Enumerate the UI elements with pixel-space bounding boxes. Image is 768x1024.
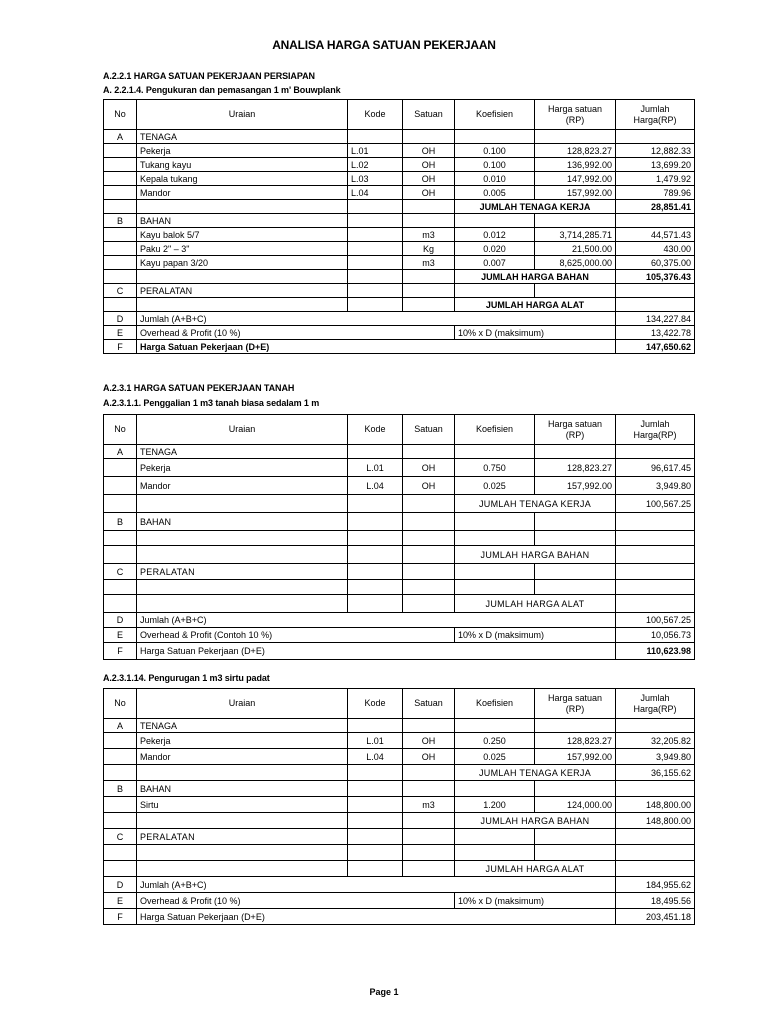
cell-uraian: Tukang kayu (137, 158, 348, 172)
cell-uraian: Mandor (137, 477, 348, 495)
cell-satuan: m3 (403, 256, 455, 270)
row-letter: F (104, 909, 137, 925)
analysis-table-penggalian (103, 414, 695, 660)
subtotal-label: JUMLAH TENAGA KERJA (455, 200, 616, 214)
subtotal-value: 105,376.43 (616, 270, 695, 284)
group-label: TENAGA (137, 130, 348, 144)
analysis-table-pengurugan (103, 688, 695, 925)
subtotal-value (616, 546, 695, 564)
group-label: PERALATAN (137, 564, 348, 580)
subtotal-row-alat (104, 298, 695, 312)
cell-koef: 0.012 (455, 228, 535, 242)
subtotal-value (616, 595, 695, 613)
total-row-f (104, 643, 695, 660)
cell-satuan: OH (403, 158, 455, 172)
total-value: 134,227.84 (616, 312, 695, 326)
cell-harga: 8,625,000.00 (535, 256, 616, 270)
cell-kode: L.01 (348, 733, 403, 749)
total-row-d (104, 312, 695, 326)
row-letter: B (104, 781, 137, 797)
row-letter: D (104, 312, 137, 326)
col-header-satuan: Satuan (403, 100, 455, 130)
cell-uraian: Kepala tukang (137, 172, 348, 186)
col-header-harga: Harga satuan (RP) (535, 415, 616, 445)
cell-kode: L.01 (348, 144, 403, 158)
row-letter: C (104, 564, 137, 580)
cell-jumlah: 1,479.92 (616, 172, 695, 186)
cell-kode: L.04 (348, 186, 403, 200)
overhead-note: 10% x D (maksimum) (455, 628, 616, 643)
row-letter: D (104, 613, 137, 628)
col-header-kode: Kode (348, 689, 403, 719)
cell-koef: 0.750 (455, 459, 535, 477)
subtotal-row-alat (104, 595, 695, 613)
cell-koef: 0.025 (455, 477, 535, 495)
row-letter: C (104, 284, 137, 298)
cell-koef: 0.005 (455, 186, 535, 200)
page-title: ANALISA HARGA SATUAN PEKERJAAN (272, 38, 496, 52)
cell-uraian: Mandor (137, 749, 348, 765)
table-row (104, 242, 695, 256)
row-letter: F (104, 643, 137, 660)
total-row-d (104, 877, 695, 893)
cell-harga: 136,992.00 (535, 158, 616, 172)
row-letter: B (104, 214, 137, 228)
table-row (104, 797, 695, 813)
cell-uraian: Pekerja (137, 144, 348, 158)
col-header-satuan: Satuan (403, 415, 455, 445)
cell-harga: 3,714,285.71 (535, 228, 616, 242)
col-header-jumlah: Jumlah Harga(RP) (616, 689, 695, 719)
total-label: Jumlah (A+B+C) (137, 312, 616, 326)
overhead-note: 10% x D (maksimum) (455, 326, 616, 340)
item-heading: A.2.3.1.1. Penggalian 1 m3 tanah biasa sedalam 1 m (103, 398, 320, 408)
cell-satuan: m3 (403, 228, 455, 242)
total-row-e (104, 326, 695, 340)
subtotal-value: 28,851.41 (616, 200, 695, 214)
group-label: PERALATAN (137, 829, 348, 845)
overhead-value: 10,056.73 (616, 628, 695, 643)
cell-satuan: OH (403, 459, 455, 477)
table-header-row (104, 415, 695, 445)
cell-satuan: OH (403, 186, 455, 200)
row-letter: B (104, 513, 137, 531)
col-header-koefisien: Koefisien (455, 689, 535, 719)
item-heading: A.2.3.1.14. Pengurugan 1 m3 sirtu padat (103, 673, 270, 683)
cell-kode: L.04 (348, 749, 403, 765)
group-label: BAHAN (137, 513, 348, 531)
subtotal-label: JUMLAH TENAGA KERJA (455, 495, 616, 513)
total-row-f (104, 340, 695, 354)
cell-jumlah: 32,205.82 (616, 733, 695, 749)
grand-total-value: 110,623.98 (616, 643, 695, 660)
cell-harga: 128,823.27 (535, 144, 616, 158)
total-row-e (104, 893, 695, 909)
cell-koef: 0.100 (455, 158, 535, 172)
cell-kode: L.01 (348, 459, 403, 477)
analysis-table-bouwplank (103, 99, 695, 354)
group-row-peralatan (104, 829, 695, 845)
cell-koef: 1.200 (455, 797, 535, 813)
cell-harga: 128,823.27 (535, 733, 616, 749)
cell-jumlah: 60,375.00 (616, 256, 695, 270)
overhead-value: 13,422.78 (616, 326, 695, 340)
overhead-value: 18,495.56 (616, 893, 695, 909)
table-row (104, 459, 695, 477)
col-header-jumlah: Jumlah Harga(RP) (616, 100, 695, 130)
table-row (104, 580, 695, 595)
col-header-uraian: Uraian (137, 689, 348, 719)
group-row-tenaga (104, 130, 695, 144)
col-header-no: No (104, 100, 137, 130)
group-label: BAHAN (137, 214, 348, 228)
row-letter: D (104, 877, 137, 893)
col-header-koefisien: Koefisien (455, 100, 535, 130)
col-header-harga: Harga satuan (RP) (535, 689, 616, 719)
table-row (104, 733, 695, 749)
total-value: 100,567.25 (616, 613, 695, 628)
group-label: TENAGA (137, 719, 348, 733)
table-row (104, 228, 695, 242)
group-label: PERALATAN (137, 284, 348, 298)
cell-satuan: OH (403, 749, 455, 765)
total-value: 184,955.62 (616, 877, 695, 893)
cell-kode: L.03 (348, 172, 403, 186)
cell-satuan: m3 (403, 797, 455, 813)
row-letter: F (104, 340, 137, 354)
subtotal-label: JUMLAH TENAGA KERJA (455, 765, 616, 781)
overhead-label: Overhead & Profit (Contoh 10 %) (137, 628, 455, 643)
table-row (104, 144, 695, 158)
subtotal-value: 100,567.25 (616, 495, 695, 513)
cell-satuan: OH (403, 477, 455, 495)
cell-harga: 157,992.00 (535, 186, 616, 200)
subtotal-row-tenaga (104, 765, 695, 781)
col-header-uraian: Uraian (137, 415, 348, 445)
group-row-tenaga (104, 445, 695, 459)
col-header-kode: Kode (348, 415, 403, 445)
cell-uraian: Pekerja (137, 459, 348, 477)
table-row (104, 749, 695, 765)
cell-jumlah: 96,617.45 (616, 459, 695, 477)
col-header-uraian: Uraian (137, 100, 348, 130)
subtotal-label: JUMLAH HARGA ALAT (455, 595, 616, 613)
section-heading: A.2.3.1 HARGA SATUAN PEKERJAAN TANAH (103, 383, 295, 393)
row-letter: E (104, 326, 137, 340)
cell-kode: L.02 (348, 158, 403, 172)
cell-satuan: OH (403, 144, 455, 158)
col-header-no: No (104, 689, 137, 719)
cell-jumlah: 148,800.00 (616, 797, 695, 813)
group-row-peralatan (104, 564, 695, 580)
grand-total-label: Harga Satuan Pekerjaan (D+E) (137, 909, 616, 925)
grand-total-value: 203,451.18 (616, 909, 695, 925)
grand-total-label: Harga Satuan Pekerjaan (D+E) (137, 340, 616, 354)
subtotal-value (616, 861, 695, 877)
cell-koef: 0.020 (455, 242, 535, 256)
subtotal-label: JUMLAH HARGA ALAT (455, 861, 616, 877)
group-label: BAHAN (137, 781, 348, 797)
cell-jumlah: 12,882.33 (616, 144, 695, 158)
subtotal-label: JUMLAH HARGA BAHAN (455, 546, 616, 564)
cell-harga: 21,500.00 (535, 242, 616, 256)
cell-jumlah: 430.00 (616, 242, 695, 256)
col-header-kode: Kode (348, 100, 403, 130)
row-letter: C (104, 829, 137, 845)
cell-jumlah: 3,949.80 (616, 749, 695, 765)
overhead-label: Overhead & Profit (10 %) (137, 893, 455, 909)
col-header-harga: Harga satuan (RP) (535, 100, 616, 130)
table-row (104, 172, 695, 186)
overhead-label: Overhead & Profit (10 %) (137, 326, 455, 340)
cell-harga: 157,992.00 (535, 477, 616, 495)
cell-koef: 0.007 (455, 256, 535, 270)
group-row-bahan (104, 214, 695, 228)
cell-jumlah: 789.96 (616, 186, 695, 200)
section-heading: A.2.2.1 HARGA SATUAN PEKERJAAN PERSIAPAN (103, 71, 315, 81)
item-heading: A. 2.2.1.4. Pengukuran dan pemasangan 1 m' Bouwplank (103, 85, 341, 95)
col-header-koefisien: Koefisien (455, 415, 535, 445)
table-row (104, 256, 695, 270)
cell-jumlah: 44,571.43 (616, 228, 695, 242)
overhead-note: 10% x D (maksimum) (455, 893, 616, 909)
subtotal-row-bahan (104, 813, 695, 829)
table-row (104, 477, 695, 495)
subtotal-row-tenaga (104, 200, 695, 214)
row-letter: A (104, 719, 137, 733)
cell-koef: 0.100 (455, 144, 535, 158)
cell-satuan: OH (403, 733, 455, 749)
table-row (104, 845, 695, 861)
total-label: Jumlah (A+B+C) (137, 613, 616, 628)
grand-total-value: 147,650.62 (616, 340, 695, 354)
cell-harga: 128,823.27 (535, 459, 616, 477)
subtotal-label: JUMLAH HARGA BAHAN (455, 270, 616, 284)
cell-satuan: Kg (403, 242, 455, 256)
subtotal-row-bahan (104, 546, 695, 564)
group-row-tenaga (104, 719, 695, 733)
total-row-f (104, 909, 695, 925)
table-row (104, 186, 695, 200)
col-header-no: No (104, 415, 137, 445)
cell-uraian: Kayu balok 5/7 (137, 228, 348, 242)
total-row-e (104, 628, 695, 643)
group-label: TENAGA (137, 445, 348, 459)
cell-uraian: Mandor (137, 186, 348, 200)
cell-uraian: Paku 2" – 3" (137, 242, 348, 256)
cell-uraian: Kayu papan 3/20 (137, 256, 348, 270)
total-row-d (104, 613, 695, 628)
cell-koef: 0.010 (455, 172, 535, 186)
grand-total-label: Harga Satuan Pekerjaan (D+E) (137, 643, 616, 660)
subtotal-row-bahan (104, 270, 695, 284)
cell-harga: 147,992.00 (535, 172, 616, 186)
group-row-bahan (104, 513, 695, 531)
subtotal-value: 148,800.00 (616, 813, 695, 829)
subtotal-row-alat (104, 861, 695, 877)
row-letter: A (104, 130, 137, 144)
col-header-jumlah: Jumlah Harga(RP) (616, 415, 695, 445)
cell-jumlah: 13,699.20 (616, 158, 695, 172)
page-number: Page 1 (369, 987, 399, 997)
subtotal-label: JUMLAH HARGA BAHAN (455, 813, 616, 829)
group-row-bahan (104, 781, 695, 797)
cell-jumlah: 3,949.80 (616, 477, 695, 495)
cell-koef: 0.025 (455, 749, 535, 765)
cell-kode: L.04 (348, 477, 403, 495)
cell-uraian: Sirtu (137, 797, 348, 813)
subtotal-value: 36,155.62 (616, 765, 695, 781)
row-letter: E (104, 893, 137, 909)
subtotal-label: JUMLAH HARGA ALAT (455, 298, 616, 312)
row-letter: E (104, 628, 137, 643)
col-header-satuan: Satuan (403, 689, 455, 719)
row-letter: A (104, 445, 137, 459)
cell-harga: 124,000.00 (535, 797, 616, 813)
cell-uraian: Pekerja (137, 733, 348, 749)
table-row (104, 158, 695, 172)
subtotal-value (616, 298, 695, 312)
subtotal-row-tenaga (104, 495, 695, 513)
cell-satuan: OH (403, 172, 455, 186)
cell-koef: 0.250 (455, 733, 535, 749)
total-label: Jumlah (A+B+C) (137, 877, 616, 893)
table-row (104, 531, 695, 546)
group-row-peralatan (104, 284, 695, 298)
cell-harga: 157,992.00 (535, 749, 616, 765)
table-header-row (104, 689, 695, 719)
table-header-row (104, 100, 695, 130)
